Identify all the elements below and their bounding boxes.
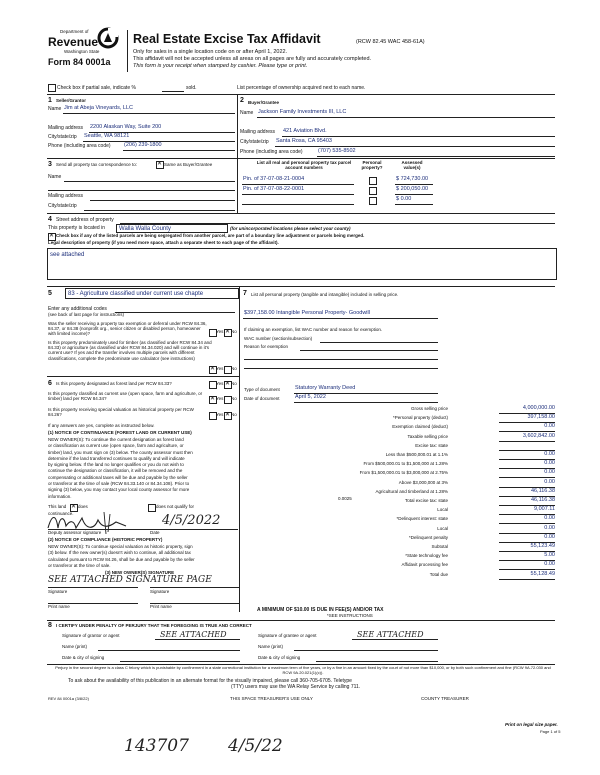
grantor-signature: SEE ATTACHED xyxy=(160,630,227,639)
tax-row-label: Gross selling price xyxy=(410,406,448,411)
notice1-line: determine if the land transferred continues to qualify and will indicate xyxy=(48,455,185,461)
instruction-line-1: Only for sales in a single location code on or after April 1, 2022. xyxy=(133,49,288,55)
unincorp-label: (for unincorporated locations please select your county) xyxy=(230,226,351,231)
parcel-value[interactable]: $ 200,050.00 xyxy=(396,186,429,192)
seller-heading: Seller/Grantor xyxy=(56,98,87,103)
personal-property-value[interactable]: $397,158.00 Intangible Personal Property- Goodwill xyxy=(244,310,370,316)
section-4-num: 4 xyxy=(48,216,52,223)
buyer-city[interactable]: Santa Rosa, CA 95403 xyxy=(276,138,332,144)
line xyxy=(352,639,438,640)
line xyxy=(155,639,240,640)
section-5-num: 5 xyxy=(48,290,52,297)
line xyxy=(242,194,354,195)
notice1-line: NEW OWNER(S): To continue the current designation as forest land xyxy=(48,437,184,442)
tax-row-value[interactable]: 0.00 xyxy=(544,561,555,568)
tax-row-label: Local xyxy=(437,507,448,513)
forest-question: Is this property designated as forest land per RCW 84.33? xyxy=(56,381,172,386)
buyer-heading: Buyer/Grantee xyxy=(248,100,280,105)
tax-row-value[interactable]: 55,128.49 xyxy=(530,570,555,577)
legal-desc-label: Legal description of property (if you need more space, attach a separate sheet to each page of the affidavit). xyxy=(48,240,279,245)
yes-label: Yes xyxy=(216,329,224,334)
notice1-line: signing (3) below, you may contact your local county assessor for more xyxy=(48,487,190,493)
tax-row-line xyxy=(499,579,555,580)
grantee-sig-label: Signature of grantee or agent xyxy=(258,633,317,638)
signature-label: Signature xyxy=(48,589,68,594)
seller-mailing-label: Mailing address xyxy=(48,125,84,131)
use-code-value: 83 - Agriculture classified under current use chapte xyxy=(68,290,204,297)
tax-row-label: From $500,000.01 to $1,500,000 at 1.28% xyxy=(363,461,448,467)
rule xyxy=(47,286,555,287)
use-code-select[interactable] xyxy=(65,288,239,299)
grantor-date-label: Date & city of signing xyxy=(62,655,105,660)
buyer-phone-label: Phone (including area code) xyxy=(240,149,303,155)
deputy-sign-date: 4/5/2022 xyxy=(162,513,221,528)
divider xyxy=(237,159,238,214)
tax-row-label: From $1,500,000.01 to $3,000,000 at 2.75% xyxy=(359,470,448,476)
minimum-due-label: A MINIMUM OF $10.00 IS DUE IN FEE(S) AND/OR TAX xyxy=(257,607,384,613)
handwritten-date: 4/5/22 xyxy=(228,736,283,756)
notice1-text xyxy=(48,437,193,500)
parcel-value[interactable]: $ 724,730.00 xyxy=(396,176,429,182)
tax-row-value[interactable]: 4,000,000.00 xyxy=(522,405,555,411)
county-treasurer-label: COUNTY TREASURER xyxy=(421,696,469,701)
same-as-buyer-label: Same as Buyer/Grantee xyxy=(164,162,213,167)
section-3-num: 3 xyxy=(48,161,52,168)
tax-row-label: Less than $500,000.01 at 1.1% xyxy=(385,452,448,457)
personal-property-checkbox[interactable] xyxy=(369,187,377,195)
county-select[interactable] xyxy=(116,224,228,233)
tax-row-label: Exemption claimed (deduct) xyxy=(392,424,448,430)
notice1-line: information. xyxy=(48,493,72,499)
tax-row-label: Subtotal xyxy=(431,544,448,549)
line xyxy=(294,402,438,403)
parcel-value[interactable]: $ 0.00 xyxy=(396,196,412,202)
personal-property-checkbox[interactable] xyxy=(369,177,377,185)
section-7-num: 7 xyxy=(243,290,247,297)
buyer-city-label: City/state/zip xyxy=(240,139,269,145)
seller-mailing[interactable]: 2200 Alaskan Way, Suite 200 xyxy=(90,124,162,130)
county-value: Walla Walla County xyxy=(119,225,171,232)
grantee-name-label: Name (print) xyxy=(258,644,284,649)
yes-label: Yes xyxy=(216,381,224,386)
does-not-label: does not qualify for xyxy=(156,504,195,509)
line xyxy=(90,200,235,201)
partial-pct-line xyxy=(162,91,184,92)
reason-label: Reason for exemption xyxy=(244,344,289,349)
seller-name-label: Name xyxy=(48,106,62,112)
seller-name[interactable]: Jim at Abeja Vineyards, LLC xyxy=(64,105,133,111)
page-number: Page 1 of 5 xyxy=(540,729,561,734)
buyer-name-label: Name xyxy=(240,110,254,116)
notice2-title: (2) NOTICE OF COMPLIANCE (HISTORIC PROPERTY) xyxy=(48,537,163,542)
notice1-line: continue the designation or classification, it will be removed and the xyxy=(48,468,183,474)
divider xyxy=(237,95,238,159)
line xyxy=(282,136,555,137)
tax-row-label: *State technology fee xyxy=(405,553,448,559)
line xyxy=(242,204,354,205)
addl-codes-label: Enter any additional codes xyxy=(48,306,107,312)
instruction-line-3: This form is your receipt when stamped by cashier. Please type or print. xyxy=(133,63,308,69)
grantee-date-label: Date & city of signing xyxy=(258,655,301,660)
yes-label: Yes xyxy=(216,366,224,371)
parcel-id[interactable]: Pin. of 37-07-08-21-0004 xyxy=(243,176,305,182)
instruction-line-2: This affidavit will not be accepted unless all areas on all pages are fully and accurately completed. xyxy=(133,56,372,62)
tax-row-label: *Delinquent penalty xyxy=(408,534,448,540)
this-land-label: This land xyxy=(48,504,67,509)
tax-row-value[interactable]: 0.00 xyxy=(544,469,555,476)
addl-codes-note: (see back of last page for instructions) xyxy=(48,312,125,317)
assessed-col-header: Assessed value(s) xyxy=(401,160,423,171)
header-divider xyxy=(127,30,128,72)
rule xyxy=(47,94,555,95)
print-name-label: Print name xyxy=(150,604,172,609)
notice1-line: by signing below. If the land no longer qualifies or you do not wish to xyxy=(48,462,184,468)
line xyxy=(48,587,138,588)
section-6-num: 6 xyxy=(48,380,52,387)
buyer-name[interactable]: Jackson Family Investments III, LLC xyxy=(258,109,347,115)
tax-row-label: Taxable selling price xyxy=(407,433,448,439)
seller-phone-label: Phone (including area code) xyxy=(48,143,111,149)
yes-label: Yes xyxy=(216,396,224,401)
notice1-line: or transferor at the time of sale (RCW 84.33.140 or 84.34.108). Prior to xyxy=(48,481,190,487)
list-pct-label: List percentage of ownership acquired next to each name. xyxy=(237,85,366,91)
tax-row-value[interactable]: 0.00 xyxy=(544,478,555,485)
doc-type-label: Type of document xyxy=(244,387,280,392)
new-owner-signature: SEE ATTACHED SIGNATURE PAGE xyxy=(48,575,212,585)
buyer-mailing[interactable]: 421 Aviation Blvd. xyxy=(283,128,327,134)
alt-format-line-2: (TTY) users may use the WA Relay Service by calling 711. xyxy=(231,684,361,690)
line xyxy=(64,181,235,182)
handwritten-number: 143707 xyxy=(124,736,189,756)
section-1-num: 1 xyxy=(48,97,52,104)
certify-label: I CERTIFY UNDER PENALTY OF PERJURY THAT THE FOREGOING IS TRUE AND CORRECT xyxy=(56,623,252,628)
legal-size-note: Print on legal size paper. xyxy=(505,722,558,727)
street-label: Street address of property xyxy=(56,217,114,223)
yes-label: Yes xyxy=(216,412,224,417)
corr-city-label: City/state/zip xyxy=(48,203,77,209)
sold-label: sold. xyxy=(186,85,197,91)
seller-city-label: City/state/zip xyxy=(48,134,77,140)
does-label: does xyxy=(78,504,88,509)
personal-property-checkbox[interactable] xyxy=(369,197,377,205)
tax-row-line xyxy=(499,441,555,442)
legal-desc-box[interactable] xyxy=(47,248,557,280)
doc-type-value[interactable]: Statutory Warranty Deed xyxy=(295,385,356,391)
line xyxy=(242,184,354,185)
tax-row-label: Agricultural and timberland at 1.28% xyxy=(375,488,448,494)
no-label: No xyxy=(231,329,237,334)
signature-label: Signature xyxy=(150,589,170,594)
legal-desc-value: see attached xyxy=(50,252,85,258)
no-label: No xyxy=(231,366,237,371)
no-label: No xyxy=(231,412,237,417)
notice2-line: NEW OWNER(S): To continue special valuation as historic property, sign xyxy=(48,544,193,549)
tax-row-value[interactable]: 0.00 xyxy=(544,515,555,522)
if-any-label: If any answers are yes, complete as instructed below. xyxy=(48,423,155,428)
corr-mailing-label: Mailing address xyxy=(48,193,84,199)
perjury-notice: Perjury in the second degree is a class C felony which is punishable by confinement in a state correctional institution for a maximum term of five years, or by a fine in an amount fixed by the court of not more than $10,000, or by both such confinement and fine (RCW 9A.72.030 and RCW 9A.20.021(1)(c)). xyxy=(55,665,551,675)
rule xyxy=(47,376,239,377)
personal-col-header: Personal property? xyxy=(361,160,383,171)
seller-phone[interactable]: (206) 239-1800 xyxy=(124,142,162,148)
line xyxy=(316,661,438,662)
line xyxy=(275,146,555,147)
tax-row-value[interactable]: 55,123.49 xyxy=(530,543,555,549)
line xyxy=(244,368,438,369)
grantee-signature: SEE ATTACHED xyxy=(357,630,424,639)
line xyxy=(123,150,235,151)
rule xyxy=(47,620,555,621)
segregation-label: Check box if any of the listed parcels are being segregated from another parcel, are part of a boundary line adjustment or parcels being merged. xyxy=(56,233,365,238)
tax-row-value[interactable]: 0.00 xyxy=(544,423,555,430)
dept-label: Department of xyxy=(60,29,89,34)
section-2-num: 2 xyxy=(240,97,244,104)
tax-row-value[interactable]: 9,007.11 xyxy=(533,506,555,513)
line xyxy=(48,190,235,191)
buyer-phone[interactable]: (707) 535-8502 xyxy=(318,148,356,154)
tax-row-label: Affidavit processing fee xyxy=(401,562,448,568)
print-name-label: Print name xyxy=(48,604,70,609)
tax-row-value[interactable]: 5.00 xyxy=(544,552,555,559)
section-8-num: 8 xyxy=(48,622,52,629)
same-as-buyer-checkbox[interactable] xyxy=(156,161,164,169)
no-label: No xyxy=(231,396,237,401)
partial-sale-checkbox[interactable] xyxy=(48,84,56,92)
line xyxy=(63,113,235,114)
exemption-claim-label: If claiming an exemption, list WAC number and reason for exemption. xyxy=(244,327,383,332)
line xyxy=(244,359,438,360)
form-title: Real Estate Excise Tax Affidavit xyxy=(133,32,321,46)
no-label: No xyxy=(231,381,237,386)
line xyxy=(84,210,235,211)
tax-row-label: *Personal property (deduct) xyxy=(392,415,448,421)
divider xyxy=(239,287,240,612)
grantor-name-label: Name (print) xyxy=(62,644,88,649)
tax-row-label: Local xyxy=(437,525,448,531)
parcel-col-header: List all real and personal property tax parcel account numbers xyxy=(256,160,352,171)
local-rate: 0.0025 xyxy=(338,496,352,501)
line xyxy=(98,650,240,651)
wac-label: WAC number (section/subsection) xyxy=(244,336,313,341)
tax-row-value[interactable]: 0.00 xyxy=(544,533,555,540)
line xyxy=(300,350,438,351)
corr-name-label: Name xyxy=(48,174,62,180)
personal-property-label: List all personal property (tangible and intangible) included in selling price. xyxy=(251,292,399,297)
tax-row-value[interactable]: 0.00 xyxy=(544,524,555,531)
notice1-line: compensating or additional taxes will be due and payable by the seller xyxy=(48,474,188,480)
historic-question: Is this property receiving special valuation as historical property per RCW 84.26? xyxy=(48,407,194,418)
line xyxy=(395,194,433,195)
notice2-line: calculated pursuant to RCW 84.26, shall be due and payable by the seller xyxy=(48,556,195,562)
line xyxy=(317,156,555,157)
sig3-title: (3) NEW OWNER(S) SIGNATURE xyxy=(105,570,175,575)
notice2-text xyxy=(48,544,195,569)
tax-row-value[interactable]: 46,116.38 xyxy=(530,487,555,494)
located-label: This property is located in xyxy=(48,225,105,231)
current-use-question: Is this property classified as current use (open space, farm and agriculture, or timber) land per RCW 84.34? xyxy=(48,391,203,402)
partial-sale-label: Check box if partial sale, indicate % xyxy=(57,85,136,91)
notice1-line: timber) land, you must sign on (3) below. The county assessor must then xyxy=(48,449,193,455)
notice2-line: or transferor at the time of sale. xyxy=(48,562,111,568)
line xyxy=(395,184,433,185)
exemption-question: Was the seller receiving a property tax exemption or deferral under RCW 84.36, 84.37, or 84.38 (nonprofit org., senior citizen or disabled person, homeowner with limited income)? xyxy=(48,321,207,337)
alt-format-line-1: To ask about the availability of this publication in an alternate format for the visually impaired, please call 360-705-6705. Teletype xyxy=(68,678,352,684)
revenue-label: Revenue xyxy=(48,35,99,49)
correspondence-label: Send all property tax correspondence to: xyxy=(56,162,138,167)
line xyxy=(320,342,438,343)
seller-city[interactable]: Seattle, WA 98121 xyxy=(84,133,130,139)
continuance-label: continuance. xyxy=(48,511,74,516)
tax-row-label: Total due xyxy=(429,571,448,577)
line xyxy=(257,117,555,118)
notice1-line: or classification as current use (open space, farm and agriculture, or xyxy=(48,443,184,449)
line xyxy=(120,661,240,662)
rev-label: REV 84 0001a (3/8/22) xyxy=(48,696,89,701)
buyer-mailing-label: Mailing address xyxy=(240,129,276,135)
grantor-sig-label: Signature of grantor or agent xyxy=(62,633,120,638)
tax-row-label: Total excise tax: state xyxy=(404,498,448,503)
rule xyxy=(47,213,555,214)
line xyxy=(395,204,433,205)
line xyxy=(150,587,240,588)
deputy-date-label: Date xyxy=(150,530,160,535)
rcw-label: (RCW 82.45 WAC 458-61A) xyxy=(356,39,425,45)
tax-row-value[interactable]: 3,602,842.00 xyxy=(522,432,555,439)
see-instructions-label: *SEE INSTRUCTIONS xyxy=(327,613,373,618)
revenue-logo-icon xyxy=(97,27,119,49)
tax-row-label: *Delinquent interest: state xyxy=(396,516,448,522)
tax-row-value[interactable]: 0.00 xyxy=(544,451,555,457)
line xyxy=(294,650,438,651)
deputy-sig-label: Deputy assessor signature xyxy=(48,530,102,535)
notice1-title: (1) NOTICE OF CONTINUANCE (FOREST LAND OR CURRENT USE) xyxy=(48,430,192,435)
doc-date-label: Date of document xyxy=(244,396,280,401)
line xyxy=(115,312,235,313)
parcel-id[interactable]: Pin. of 37-07-08-22-0001 xyxy=(243,186,305,192)
tax-row-value[interactable]: 46,116.38 xyxy=(530,497,555,503)
tax-row-value[interactable]: 397,158.00 xyxy=(527,414,555,421)
rule xyxy=(47,158,555,159)
tax-row-value[interactable]: 0.00 xyxy=(544,460,555,467)
timber-question: Is this property predominately used for timber (as classified under RCW 84.34 and 84.33) or agriculture (as classified under RCW 84.34.020) and will continue in it's current use? If yes and the transfer involves multiple parcels with different classifications, complete the predominate use calculator (see instructions) xyxy=(48,340,212,361)
state-label: Washington State xyxy=(64,49,100,54)
form-number: Form 84 0001a xyxy=(48,57,111,67)
tax-row-label: Above $3,000,000 at 3% xyxy=(398,479,448,485)
tax-row-label: Excise tax: state xyxy=(415,442,448,448)
line xyxy=(243,318,438,319)
notice2-line: (3) below. If the new owner(s) doesn't wish to continue, all additional tax xyxy=(48,550,191,556)
treasurer-only-label: THIS SPACE TREASURER'S USE ONLY xyxy=(230,696,313,701)
doc-date-value[interactable]: April 5, 2022 xyxy=(295,394,326,400)
